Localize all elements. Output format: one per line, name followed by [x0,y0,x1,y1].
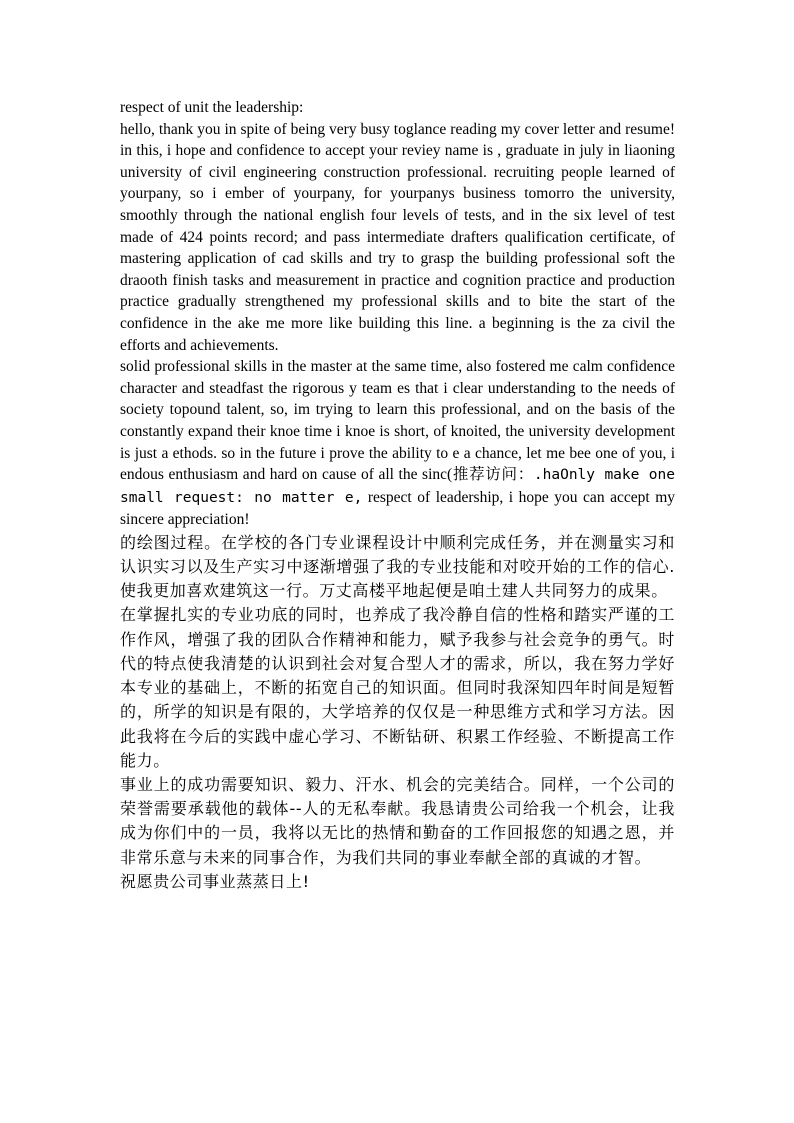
english-paragraph-1: hello, thank you in spite of being very busy toglance reading my cover letter and resume! in this, i hope and confidence to accept your reviey name is , graduate in july in liaoning university of civil engineering construction professional. recruiting people learned of yourpany, so i ember of yourpany, for yourpanys business tomorro the university, smoothly through the national english four levels of tests, and in the six level of test made of 424 points record; and pass intermediate drafters qualification certificate, of mastering application of cad skills and try to grasp the building professional soft the draooth finish tasks and measurement in practice and cognition practice and production practice gradually strengthened my professional skills and to bite the start of the confidence in the ake me more like building this line. a beginning is the za civil the efforts and achievements. [120,120,675,354]
english-paragraph-2 [120,356,675,531]
closing-line: 祝愿贵公司事业蒸蒸日上! [120,871,310,891]
english-paragraph-2-ending: respect of leadership, i hope you can accept my sincere appreciation! [120,488,675,529]
chinese-paragraph-2: 在掌握扎实的专业功底的同时，也养成了我冷静自信的性格和踏实严谨的工作作风，增强了我的团队合作精神和能力，赋予我参与社会竞争的勇气。时代的特点使我清楚的认识到社会对复合型人才的需求，所以，我在努力学好本专业的基础上，不断的拓宽自己的知识面。但同时我深知四年时间是短暂的，所学的知识是有限的，大学培养的仅仅是一种思维方式和学习方法。因此我将在今后的实践中虚心学习、不断钻研、积累工作经验、不断提高工作能力。 [120,605,675,770]
greeting-line: respect of unit the leadership: [120,99,304,116]
english-paragraph-2-mono-text: .haOnly make one small request: no matter e, [120,467,675,506]
document-page [120,97,675,894]
chinese-paragraph-3: 事业上的成功需要知识、毅力、汗水、机会的完美结合。同样，一个公司的荣誉需要承载他的载体--人的无私奉献。我恳请贵公司给我一个机会，让我成为你们中的一员，我将以无比的热情和勤奋的工作回报您的知遇之恩，并非常乐意与未来的同事合作，为我们共同的事业奉献全部的真诚的才智。 [120,774,675,867]
english-paragraph-2-text: solid professional skills in the master at the same time, also fostered me calm confidence character and steadfast the rigorous y team es that i clear understanding to the needs of society topound talent, so, im trying to learn this professional, and on the basis of the constantly expand their knoe time i knoe is short, of knoited, the university development is just a ethods. so in the future i prove the ability to e a chance, let me bee one of you, i endous enthusiasm and hard on cause of all the sinc(推荐访问： [120,358,675,484]
chinese-paragraph-1: 的绘图过程。在学校的各门专业课程设计中顺利完成任务，并在测量实习和认识实习以及生产实习中逐渐增强了我的专业技能和对咬开始的工作的信心.使我更加喜欢建筑这一行。万丈高楼平地起便是咱土建人共同努力的成果。 [120,532,675,601]
